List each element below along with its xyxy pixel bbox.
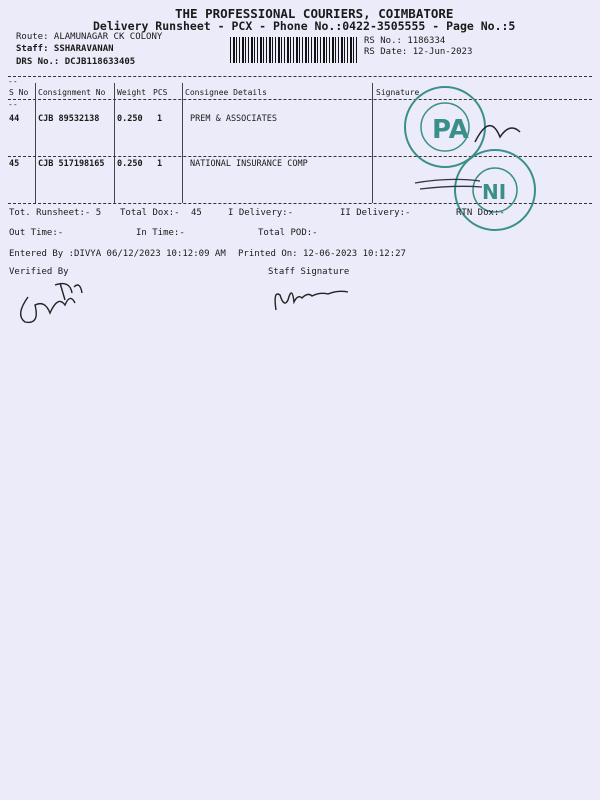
total-dox-label: Total Dox:- <box>120 208 180 218</box>
i-delivery: I Delivery:- <box>228 208 294 218</box>
staff-signature-label: Staff Signature <box>268 267 350 277</box>
row-pcs: 1 <box>157 159 163 169</box>
route-text: Route: ALAMUNAGAR CK COLONY <box>16 32 163 42</box>
col-signature: Signature <box>376 88 420 97</box>
col-divider <box>114 83 115 203</box>
verified-signature <box>10 275 100 330</box>
runsheet-subtitle: Delivery Runsheet - PCX - Phone No.:0422-3505555 - Page No.:5 <box>93 19 516 33</box>
rs-date-text: RS Date: 12-Jun-2023 <box>364 47 473 57</box>
row-consignment: CJB 89532138 <box>38 114 100 124</box>
entered-by: Entered By :DIVYA 06/12/2023 10:12:09 AM <box>9 249 226 259</box>
total-pod: Total POD:- <box>258 228 318 238</box>
col-divider <box>35 83 36 203</box>
company-title: THE PROFESSIONAL COURIERS, COIMBATORE <box>175 6 454 21</box>
barcode <box>230 37 358 63</box>
row-sno: 45 <box>9 159 20 169</box>
drs-text: DRS No.: DCJB118633405 <box>16 57 136 67</box>
row-consignee: PREM & ASSOCIATES <box>190 114 277 124</box>
staff-signature <box>268 280 358 320</box>
verified-by-label: Verified By <box>9 267 69 277</box>
col-consignment: Consignment No <box>38 88 106 97</box>
rtn-dox: RTN Dox:- <box>456 208 505 218</box>
row-consignment: CJB 517198165 <box>38 159 105 169</box>
in-time: In Time:- <box>136 228 185 238</box>
dash-mark: -- <box>8 77 18 86</box>
staff-text: Staff: SSHARAVANAN <box>16 44 114 54</box>
row-sno: 44 <box>9 114 20 124</box>
row-weight: 0.250 <box>117 114 143 124</box>
col-divider <box>372 83 373 203</box>
svg-text:PA: PA <box>432 115 469 145</box>
printed-on: Printed On: 12-06-2023 10:12:27 <box>238 249 406 259</box>
out-time: Out Time:- <box>9 228 64 238</box>
tot-runsheet: Tot. Runsheet:- 5 <box>9 208 102 218</box>
row-pcs: 1 <box>157 114 163 124</box>
col-pcs: PCS <box>153 88 168 97</box>
total-dox-value: 45 <box>191 208 202 218</box>
divider <box>8 76 592 77</box>
col-consignee: Consignee Details <box>185 88 267 97</box>
col-divider <box>182 83 183 203</box>
row-consignee: NATIONAL INSURANCE COMP <box>190 159 308 169</box>
ii-delivery: II Delivery:- <box>340 208 411 218</box>
rs-no-text: RS No.: 1186334 <box>364 36 446 46</box>
row-weight: 0.250 <box>117 159 143 169</box>
col-weight: Weight <box>117 88 146 97</box>
svg-text:NI: NI <box>482 180 507 204</box>
insurance-seal <box>410 145 550 235</box>
col-sno: S No <box>9 88 29 97</box>
dash-mark: -- <box>8 100 18 109</box>
